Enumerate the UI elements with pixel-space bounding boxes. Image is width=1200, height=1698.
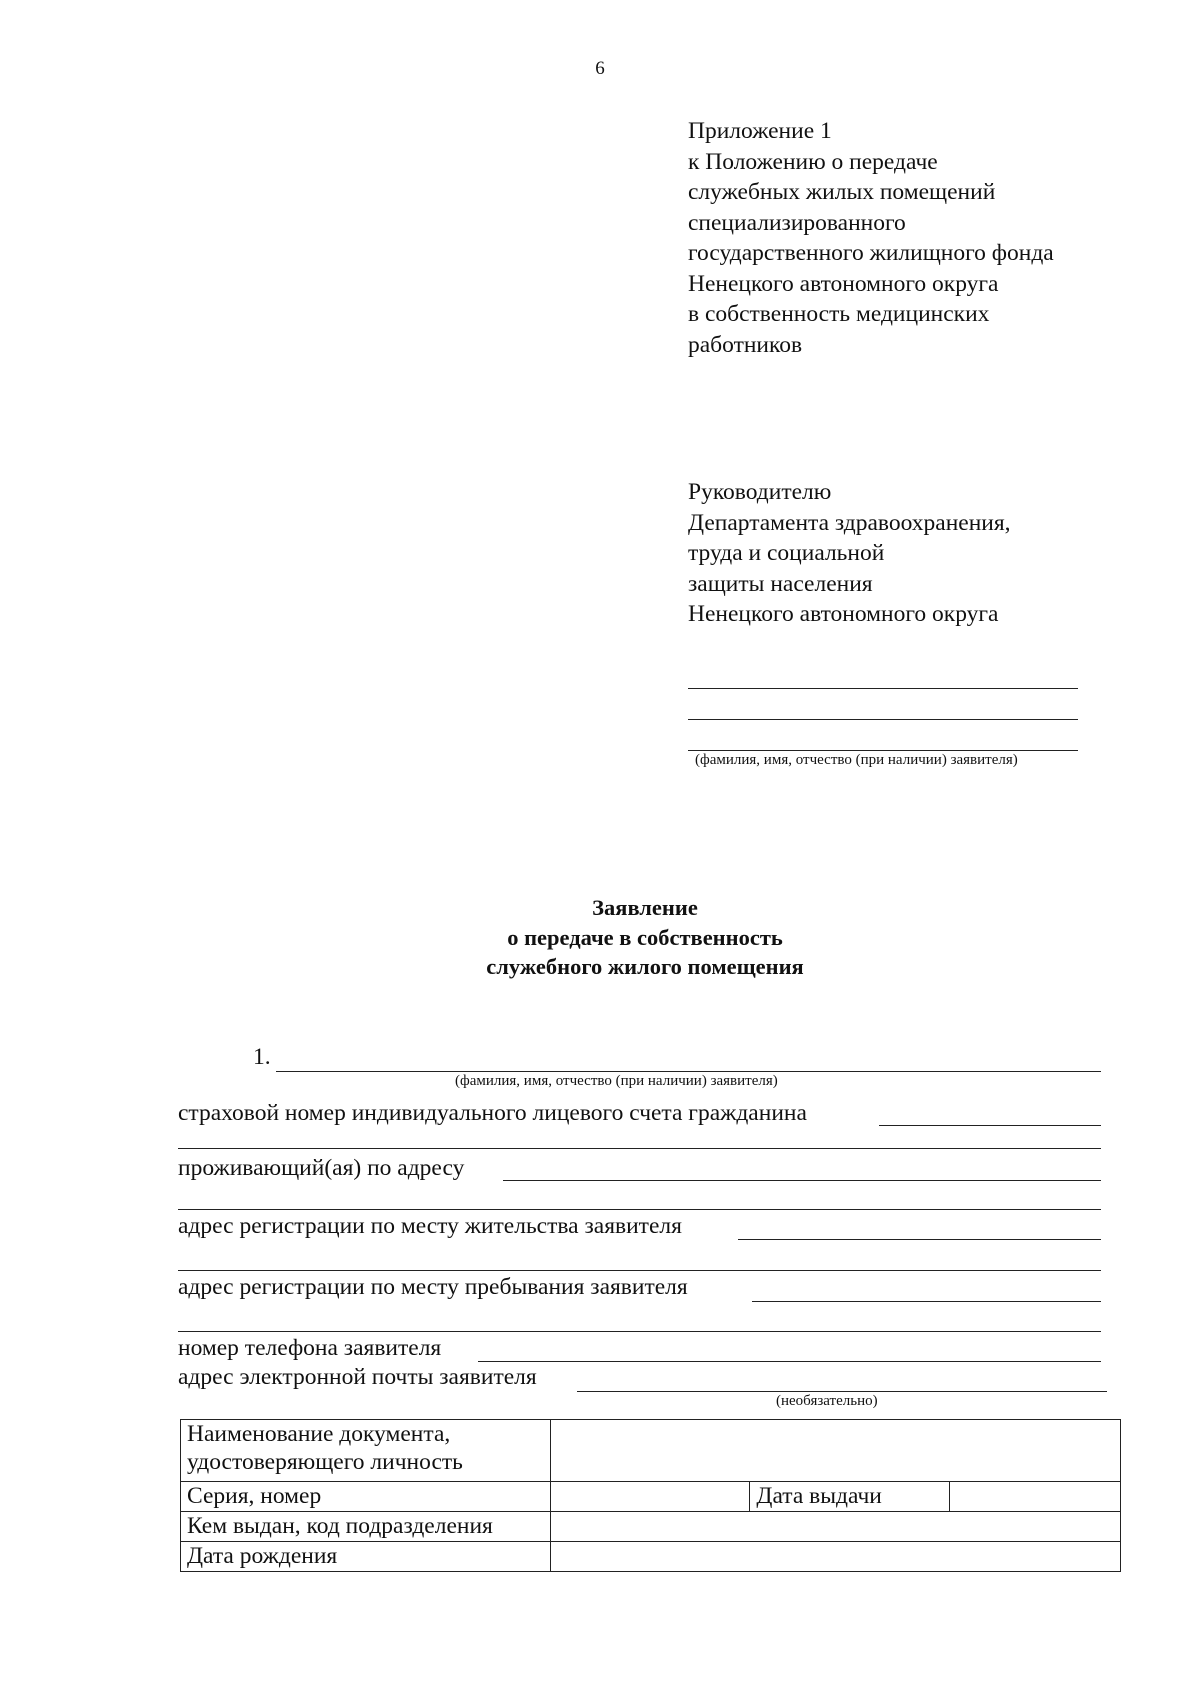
issued-by-label: Кем выдан, код подразделения (181, 1512, 551, 1542)
appendix-line: работников (688, 331, 803, 358)
page-number: 6 (595, 58, 605, 79)
series-label: Серия, номер (181, 1482, 551, 1512)
title-line-1: Заявление (592, 895, 698, 920)
applicant-name-line-1[interactable] (688, 688, 1078, 689)
appendix-line: в собственность медицинских (688, 301, 990, 327)
email-label: адрес электронной почты заявителя (178, 1364, 537, 1390)
applicant-name-field[interactable] (276, 1071, 1101, 1072)
residence-field-continued[interactable] (178, 1209, 1101, 1210)
issued-by-field[interactable] (550, 1512, 1120, 1542)
appendix-line: служебных жилых помещений (688, 179, 996, 205)
addressee-block (688, 477, 1011, 630)
applicant-name-line-3[interactable] (688, 750, 1078, 751)
item-number: 1. (253, 1044, 271, 1070)
name-caption: (фамилия, имя, отчество (при наличии) заявителя) (455, 1073, 778, 1089)
snils-label: страховой номер индивидуального лицевого счета гражданина (178, 1100, 807, 1126)
snils-field[interactable] (879, 1125, 1101, 1126)
phone-field[interactable] (478, 1361, 1101, 1362)
email-caption: (необязательно) (776, 1393, 878, 1409)
title-line-3: служебного жилого помещения (486, 954, 804, 979)
addressee-line: Департамента здравоохранения, (688, 509, 1011, 536)
identity-document-table (180, 1419, 1121, 1572)
title-line-2: о передаче в собственность (507, 924, 783, 950)
issue-date-label: Дата выдачи (750, 1482, 950, 1512)
doc-name-label: Наименование документа, удостоверяющего личность (181, 1420, 551, 1482)
reg-stay-field[interactable] (752, 1301, 1101, 1302)
reg-residence-field[interactable] (738, 1239, 1101, 1240)
addressee-line: Руководителю (688, 479, 832, 505)
reg-stay-field-continued[interactable] (178, 1331, 1101, 1332)
birth-date-label: Дата рождения (181, 1542, 551, 1572)
addressee-line: защиты населения (688, 570, 873, 597)
issue-date-field[interactable] (950, 1482, 1121, 1512)
appendix-line: к Положению о передаче (688, 148, 938, 175)
appendix-line: Ненецкого автономного округа (688, 270, 999, 297)
addressee-line: Ненецкого автономного округа (688, 601, 999, 627)
document-title (0, 893, 1200, 982)
appendix-line: государственного жилищного фонда (688, 240, 1054, 266)
addressee-line: труда и социальной (688, 540, 885, 566)
appendix-block (688, 116, 1054, 360)
residence-label: проживающий(ая) по адресу (178, 1155, 465, 1181)
reg-residence-field-continued[interactable] (178, 1270, 1101, 1271)
reg-residence-label: адрес регистрации по месту жительства заявителя (178, 1213, 682, 1239)
birth-date-field[interactable] (550, 1542, 1120, 1572)
residence-field[interactable] (503, 1180, 1101, 1181)
reg-stay-label: адрес регистрации по месту пребывания заявителя (178, 1274, 688, 1300)
addressee-caption: (фамилия, имя, отчество (при наличии) заявителя) (695, 752, 1018, 768)
email-field[interactable] (577, 1391, 1107, 1392)
doc-name-field[interactable] (550, 1420, 1120, 1482)
snils-field-continued[interactable] (178, 1148, 1101, 1149)
series-field[interactable] (550, 1482, 750, 1512)
appendix-line: специализированного (688, 209, 906, 236)
phone-label: номер телефона заявителя (178, 1335, 442, 1361)
appendix-line: Приложение 1 (688, 118, 832, 144)
applicant-name-line-2[interactable] (688, 719, 1078, 720)
